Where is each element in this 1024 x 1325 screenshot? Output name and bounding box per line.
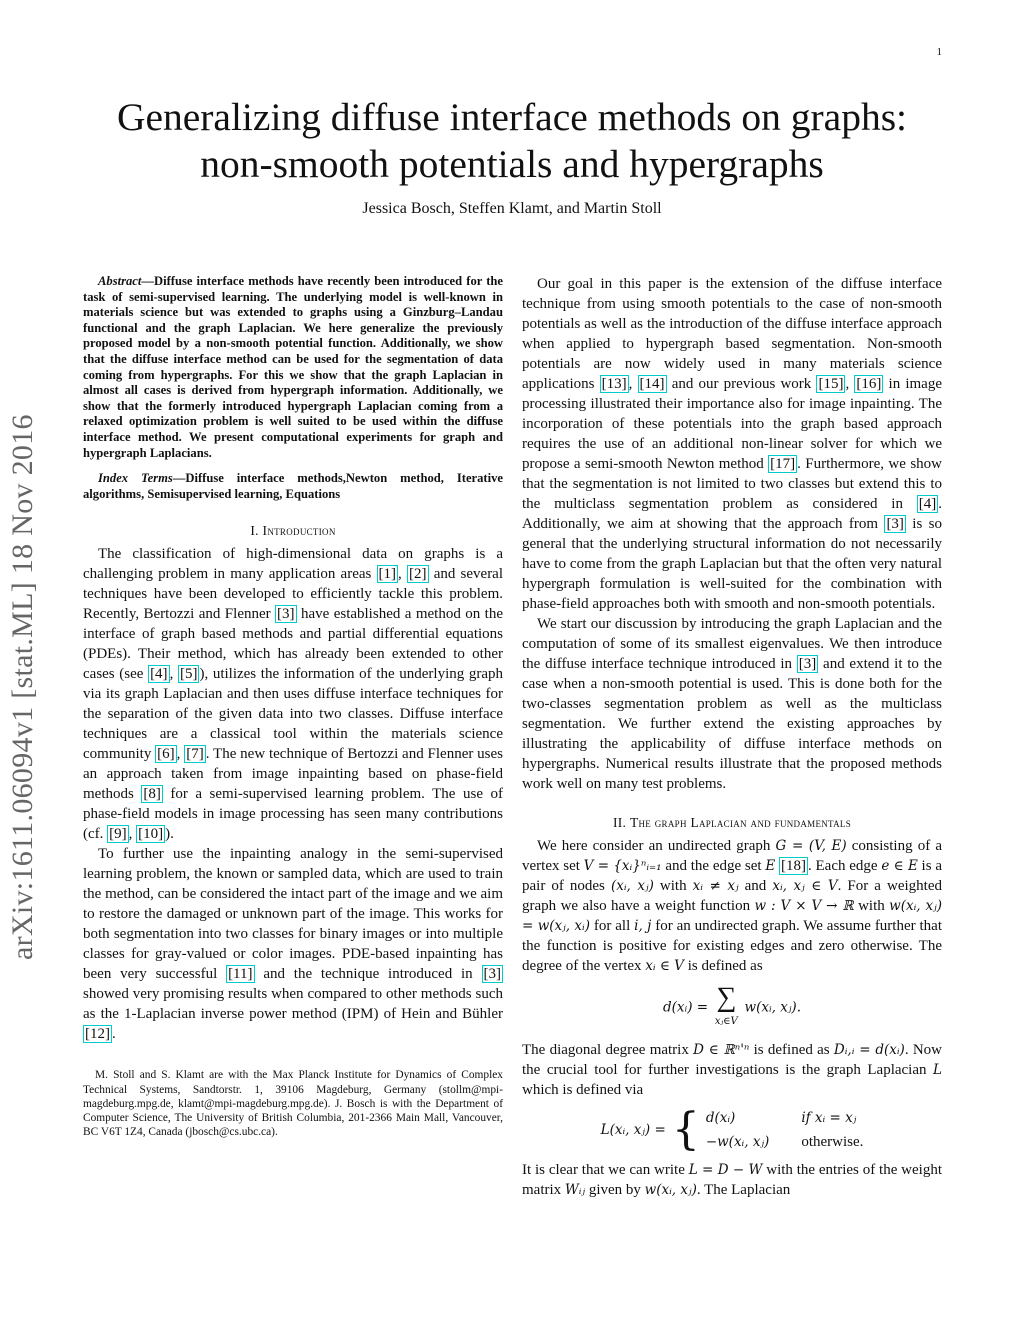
text-run: and our previous work — [666, 376, 817, 392]
index-terms-lead: Index Terms — [98, 471, 173, 486]
text-run: in image processing illustrated their importance also for image inpainting. The incorporation of these potentials into the graph based approach requires the use of an additional non-linear solver for which we propose a semi-smooth Newton method — [522, 376, 943, 472]
text-run: and extend it to the case when a non-smooth potential is used. This is done both for the two-classes segmentation problem as well as the multiclass segmentation. We further extend the existing approaches by illustrating the applicability of diffuse interface methods on hypergraphs. Numerical results illustrate that the proposed methods work well on many test problems. — [522, 656, 942, 792]
right-paragraph-1 — [522, 274, 942, 614]
text-run: with the entries of the weight matrix — [522, 1162, 942, 1198]
text-run: is so general that the underlying structural information do not necessarily have to come from the graph Laplacian but that the often very natural hypergraph formulation is well-suited for the combination with phase-field approaches both with smooth and non-smooth potentials. — [522, 516, 942, 612]
case-2-value: −w(xᵢ, xⱼ) — [705, 1134, 770, 1150]
citation-link[interactable]: [3] — [798, 656, 817, 672]
citation-link[interactable]: [3] — [483, 966, 501, 983]
cases-grid — [706, 1108, 864, 1152]
text-run: with — [653, 878, 693, 894]
text-run: for all — [590, 918, 635, 934]
section-heading-graph-laplacian — [522, 813, 942, 833]
intro-paragraph-2 — [83, 844, 503, 1044]
left-brace: { — [671, 1104, 700, 1155]
math-inline: G = (V, E) — [775, 838, 847, 854]
math-inline: V = {xᵢ}ⁿᵢ₌₁ — [583, 858, 662, 874]
section-number: I. — [250, 523, 259, 539]
citation-link[interactable]: [2] — [409, 566, 427, 583]
math-inline: L — [933, 1062, 942, 1078]
text-run: The diagonal degree matrix — [522, 1042, 694, 1058]
author-footnote: M. Stoll and S. Klamt are with the Max Planck Institute for Dynamics of Complex Technical Systems, Sandtorstr. 1, 39106 Magdeburg, Germany (stollm@mpi-magdeburg.mpg.de, klamt@mpi-magdeburg.mpg.de). J. Bosch is with the Department of Computer Science, The University of British Columbia, 201-2366 Main Mall, Vancouver, BC V6T 1Z4, Canada (jbosch@cs.ubc.ca). — [83, 1069, 503, 1139]
text-run: and — [738, 878, 773, 894]
section-number: II. — [612, 815, 627, 830]
text-run: , — [176, 746, 185, 763]
arxiv-stamp[interactable]: arXiv:1611.06094v1 [stat.ML] 18 Nov 2016 — [6, 414, 39, 960]
abstract-text: —Diffuse interface methods have recently been introduced for the task of semi-supervised learning. The underlying model is well-known in materials science but was extended to graphs using a Ginzburg–Landau functional and the graph Laplacian. We here generalize the previously proposed model by a non-smooth potential function. Additionally, we show that the diffuse interface method can be used for the segmentation of data coming from hypergraphs. For this we show that the graph Laplacian in almost all cases is derived from hypergraph information. Additionally, we show that the formerly introduced hypergraph Laplacian coming from a relaxed optimization problem is well suited to be used within the diffuse interface method. We present computational experiments for graph and hypergraph Laplacians. — [83, 274, 503, 460]
title-line-2: non-smooth potentials and hypergraphs — [200, 142, 824, 186]
math-inline: Wᵢⱼ — [564, 1182, 586, 1198]
math-inline: xᵢ, xⱼ ∈ V — [772, 878, 838, 894]
text-run: which is defined via — [522, 1082, 644, 1098]
sum-subscript: xⱼ∈V — [714, 1016, 738, 1027]
text-run: It is clear that we can write — [522, 1162, 689, 1178]
text-run: The classification of high-dimensional data on graphs is a challenging problem in many application areas — [83, 546, 503, 583]
text-run: . The Laplacian — [696, 1182, 791, 1198]
piecewise-definition — [600, 1104, 864, 1155]
equation-lhs: L(xᵢ, xⱼ) = — [600, 1122, 666, 1138]
citation-link[interactable]: [4] — [150, 666, 168, 683]
text-run: ), utilizes the information of the underlying graph via its graph Laplacian and then uses diffuse interface techniques for the separation of the given data into two classes. Diffuse interface techniques are a classical tool within the materials science community — [83, 666, 504, 763]
text-run: . Additionally, we aim at showing that the approach from — [522, 496, 942, 532]
section-title: Introduction — [262, 523, 336, 539]
text-run: and several techniques have been developed to efficiently tackle this problem. Recently, Bertozzi and Flenner — [83, 566, 504, 623]
paper-title — [60, 94, 964, 188]
abstract — [83, 274, 503, 461]
text-run: . Furthermore, we show that the segmentation is not limited to two classes but extend this to the multiclass segmentation problem as considered in — [522, 456, 942, 512]
text-run: and the technique introduced in — [254, 966, 482, 983]
text-run: , — [398, 566, 407, 583]
citation-link[interactable]: [13] — [601, 376, 627, 392]
citation-link[interactable]: [3] — [886, 516, 904, 532]
equation-rhs: w(xᵢ, xⱼ). — [744, 999, 801, 1016]
intro-paragraph-1 — [83, 544, 503, 844]
left-column — [83, 274, 503, 1139]
math-inline: D ∈ ℝⁿ'ⁿ — [693, 1042, 750, 1058]
math-inline: i, j — [634, 918, 652, 934]
index-terms — [83, 471, 503, 502]
text-run: . For a weighted graph we also have a weight function — [522, 878, 942, 914]
text-run: and the edge set — [661, 858, 766, 874]
section2-paragraph-2 — [522, 1040, 942, 1100]
citation-link[interactable]: [7] — [186, 746, 204, 763]
text-run: , — [628, 376, 638, 392]
text-run: . Each edge — [808, 858, 882, 874]
page-number: 1 — [936, 46, 942, 58]
right-column — [522, 274, 942, 1200]
text-run: consisting of a vertex set — [522, 838, 942, 874]
sum-sign: ∑ — [716, 982, 737, 1013]
citation-link[interactable]: [6] — [157, 746, 175, 763]
citation-link[interactable]: [17] — [770, 456, 796, 472]
text-run: , — [845, 376, 855, 392]
math-inline: w : V × V → ℝ — [754, 898, 854, 914]
math-inline: xᵢ ≠ xⱼ — [692, 878, 739, 894]
citation-link[interactable]: [15] — [818, 376, 844, 392]
equation-laplacian — [522, 1104, 942, 1155]
text-run: for an undirected graph. We assume further that the function is positive for existing edges and zero otherwise. The degree of the vertex — [522, 918, 942, 974]
text-run: ). — [165, 826, 174, 843]
math-inline: e ∈ E — [881, 858, 918, 874]
text-run: . Now the crucial tool for further investigations is the graph Laplacian — [522, 1042, 942, 1078]
text-run: is defined as — [683, 958, 763, 974]
citation-link[interactable]: [14] — [639, 376, 665, 392]
equation-lhs: d(xᵢ) = — [663, 999, 709, 1016]
text-run: . — [112, 1026, 116, 1043]
citation-link[interactable]: [5] — [179, 666, 198, 683]
text-run: We start our discussion by introducing the graph Laplacian and the computation of some of its smallest eigenvalues. We then introduce the diffuse interface technique introduced in — [522, 616, 942, 672]
right-paragraph-2 — [522, 614, 942, 794]
citation-link[interactable]: [18] — [781, 858, 806, 874]
citation-link[interactable]: [10] — [138, 826, 164, 843]
text-run: Our goal in this paper is the extension of the diffuse interface technique from using smooth potentials to the case of non-smooth potentials as well as the introduction of the diffuse interface approach when applied to hypergraph based segmentation. Non-smooth potentials are now widely used in many materials science applications — [522, 276, 942, 392]
citation-link[interactable]: [8] — [143, 786, 161, 803]
section2-paragraph-1 — [522, 836, 942, 976]
section-title: The graph Laplacian and fundamentals — [629, 815, 852, 830]
citation-link[interactable]: [12] — [85, 1026, 110, 1043]
text-run: We here consider an undirected graph — [537, 838, 776, 854]
math-inline: xᵢ ∈ V — [645, 958, 684, 974]
section2-paragraph-3 — [522, 1160, 942, 1200]
citation-link[interactable]: [1] — [378, 566, 397, 583]
citation-link[interactable]: [16] — [856, 376, 882, 392]
authors: Jessica Bosch, Steffen Klamt, and Martin Stoll — [362, 200, 662, 217]
text-run: To further use the inpainting analogy in the semi-supervised learning problem, the known or sampled data, which are used to train the method, can be considered the intact part of the image and we aim to restore the damaged or unknown part of the image. This works for both segmentation into two classes for binary images or into multiple classes for gray-valued or color images. PDE-based inpainting has been very successful — [83, 846, 503, 983]
text-run: with — [853, 898, 890, 914]
text-run: is a pair of nodes — [522, 858, 942, 894]
text-run: . The new technique of Bertozzi and Flenner uses an approach taken from image inpainting based on phase-field methods — [83, 746, 504, 803]
citation-link[interactable]: [3] — [277, 606, 295, 623]
citation-link[interactable]: [9] — [109, 826, 127, 843]
abstract-lead: Abstract — [98, 274, 142, 288]
text-run: showed very promising results when compared to other methods such as the 1-Laplacian inverse power method (IPM) of Hein and Bühler — [83, 986, 503, 1023]
text-run: for a semi-supervised learning problem. The use of phase-field models in image processing has seen many contributions (cf. — [83, 786, 503, 843]
math-inline: w(xᵢ, xⱼ) — [644, 1182, 697, 1198]
title-line-1: Generalizing diffuse interface methods on graphs: — [116, 95, 908, 139]
citation-link[interactable]: [4] — [918, 496, 937, 512]
text-run: have established a method on the interface of graph based methods and partial differential equations (PDEs). Their method, which has already been extended to other cases (see — [83, 606, 503, 683]
text-run: , — [128, 826, 137, 843]
index-terms-text: —Diffuse interface methods,Newton method, Iterative algorithms, Semisupervised learning, Equations — [83, 471, 503, 501]
case-2-condition: otherwise. — [801, 1134, 864, 1150]
sum-symbol — [715, 984, 738, 1032]
case-1-value: d(xᵢ) — [705, 1110, 736, 1126]
equation-degree — [522, 984, 942, 1032]
math-inline: E — [765, 858, 776, 874]
text-run: is defined as — [749, 1042, 834, 1058]
math-inline: w(xᵢ, xⱼ) = w(xⱼ, xᵢ) — [522, 898, 942, 934]
math-inline: L = D − W — [688, 1162, 763, 1178]
case-1-condition: if xᵢ = xⱼ — [801, 1110, 857, 1126]
text-run: , — [169, 666, 178, 683]
section-heading-introduction — [83, 521, 503, 541]
math-inline: (xᵢ, xⱼ) — [610, 878, 654, 894]
text-run: given by — [585, 1182, 645, 1198]
citation-link[interactable]: [11] — [228, 966, 253, 983]
math-inline: Dᵢ,ᵢ = d(xᵢ) — [833, 1042, 905, 1058]
